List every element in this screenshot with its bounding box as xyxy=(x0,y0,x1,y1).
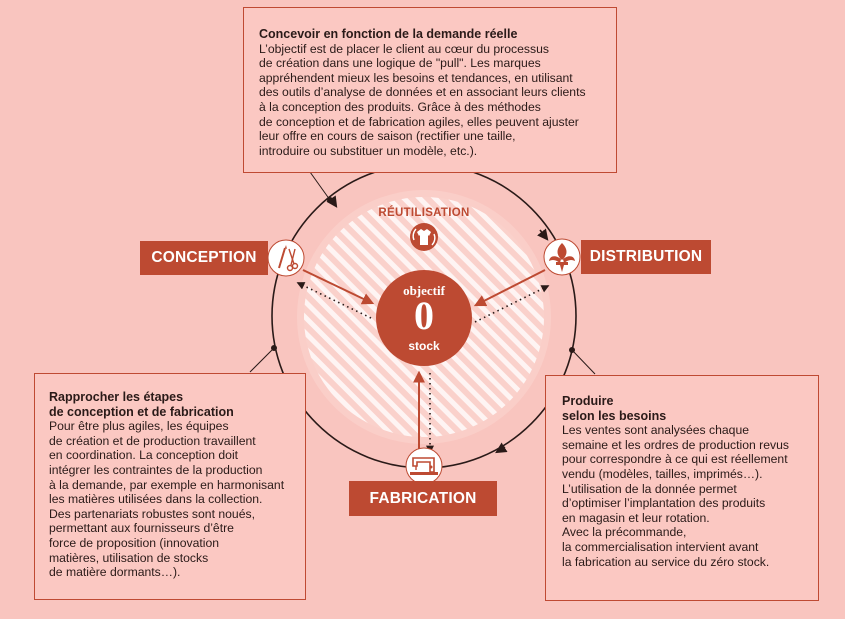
conception-label: CONCEPTION xyxy=(140,241,268,275)
fleur-de-lis-icon xyxy=(544,239,580,275)
recycle-shirt-icon xyxy=(410,223,438,251)
left-box-title: Rapprocher les étapes de conception et de fabrication xyxy=(49,390,234,419)
left-text-box xyxy=(34,373,306,600)
leader-top xyxy=(310,172,330,200)
right-box-title: Produire selon les besoins xyxy=(562,394,667,423)
reutilisation-label: RÉUTILISATION xyxy=(378,207,470,219)
sewing-machine-icon xyxy=(406,448,442,484)
distribution-label: DISTRIBUTION xyxy=(581,240,711,274)
fabrication-label: FABRICATION xyxy=(349,481,497,516)
center-stock-text: stock xyxy=(408,339,440,353)
scissors-pencil-icon xyxy=(268,240,304,276)
leader-top-dot xyxy=(327,197,333,203)
leader-left xyxy=(250,348,274,372)
top-box-body: L’objectif est de placer le client au cœur du processus de création dans une logique de "pull". Les marques appréhendent mieux les besoins et tendances, en utilisant des outils d’analyse de données et en associant leurs clients à la conception des produits. Grâce à des méthodes de conception et de fabrication agiles, elles peuvent ajuster leur offre en cours de saison (rectifier une taille, introduire ou substituer un modèle, etc.). xyxy=(259,41,586,158)
top-box-title: Concevoir en fonction de la demande réelle xyxy=(259,27,518,41)
right-box-body: Les ventes sont analysées chaque semaine et les ordres de production revus pour correspondre à ce qui est réellement vendu (modèles, tailles, imprimés…). L’utilisation de la donnée permet d’optimiser l’implantation des produits en magasin et leur rotation. Avec la précommande, la commercialisation intervient avant la fabrication au service du zéro stock. xyxy=(562,423,789,569)
center-objectif-text: objectif xyxy=(403,283,445,298)
right-text-box xyxy=(545,375,819,601)
leader-left-dot xyxy=(271,345,277,351)
top-text-box xyxy=(243,7,617,173)
leader-right-dot xyxy=(569,347,575,353)
left-box-body: Pour être plus agiles, les équipes de création et de production travaillent en coordination. La conception doit intégrer les contraintes de la production à la demande, par exemple en harmonisant les matières utilisées dans la collection. Des partenariats robustes sont noués, permettant aux fournisseurs d’être force de proposition (innovation matières, utilisation de stocks de matière dormants…). xyxy=(49,419,285,580)
cycle-arrow-top-right xyxy=(540,230,547,239)
leader-right xyxy=(572,350,595,374)
center-zero-value: 0 xyxy=(414,293,434,338)
